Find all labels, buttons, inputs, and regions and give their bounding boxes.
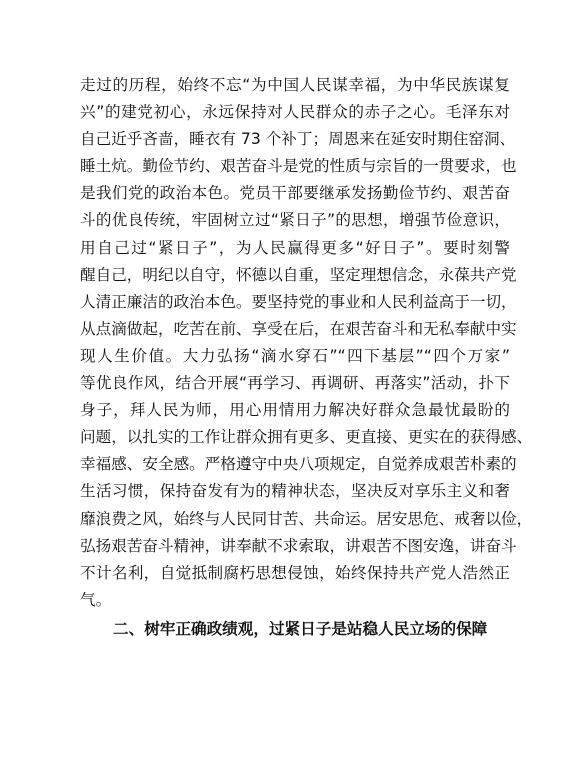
paragraph-line: 用自己过“紧日子”，为人民赢得更多“好日子”。要时刻警 — [80, 238, 510, 257]
paragraph-line: 醒自己，明纪以自守，怀德以自重，坚定理想信念，永葆共产党 — [80, 265, 517, 284]
paragraph-line: 气。 — [80, 590, 112, 609]
paragraph-line: 兴”的建党初心，永远保持对人民群众的赤子之心。毛泽东对 — [80, 103, 510, 122]
paragraph-line: 现人生价值。大力弘扬“滴水穿石”“四下基层”“四个万家” — [80, 346, 510, 365]
paragraph-line: 身子，拜人民为师，用心用情用力解决好群众急最忧最盼的 — [80, 401, 510, 420]
paragraph-line: 生活习惯，保持奋发有为的精神状态，坚决反对享乐主义和奢 — [80, 482, 510, 501]
paragraph-line: 问题，以扎实的工作让群众拥有更多、更直接、更实在的获得感、 — [80, 428, 533, 447]
paragraph-line: 走过的历程，始终不忘“为中国人民谋幸福，为中华民族谋复 — [80, 76, 510, 94]
paragraph-line: 弘扬艰苦奋斗精神，讲奉献不求索取，讲艰苦不图安逸，讲奋斗 — [80, 536, 517, 555]
paragraph-line: 斗的优良传统，牢固树立过“紧日子”的思想，增强节俭意识， — [80, 211, 510, 230]
paragraph-line: 不计名利，自觉抵制腐朽思想侵蚀，始终保持共产党人浩然正 — [80, 563, 510, 582]
paragraph-line: 是我们党的政治本色。党员干部要继承发扬勤俭节约、艰苦奋 — [80, 184, 510, 203]
paragraph-line: 自己近乎吝啬，睡衣有 73 个补丁；周恩来在延安时期住窑洞、 — [80, 130, 516, 149]
section-heading: 二、树牢正确政绩观，过紧日子是站稳人民立场的保障 — [113, 620, 488, 638]
paragraph-line: 等优良作风，结合开展“再学习、再调研、再落实”活动，扑下 — [80, 374, 510, 393]
paragraph-line: 人清正廉洁的政治本色。要坚持党的事业和人民利益高于一切， — [80, 292, 517, 311]
paragraph-line: 睡土炕。勤俭节约、艰苦奋斗是党的性质与宗旨的一贯要求，也 — [80, 157, 517, 176]
paragraph-line: 幸福感、安全感。严格遵守中央八项规定，自觉养成艰苦朴素的 — [80, 455, 517, 474]
paragraph-line: 从点滴做起，吃苦在前、享受在后，在艰苦奋斗和无私奉献中实 — [80, 319, 517, 338]
body-paragraph — [80, 72, 533, 614]
paragraph-line: 靡浪费之风，始终与人民同甘苦、共命运。居安思危、戒奢以俭， — [80, 509, 533, 528]
